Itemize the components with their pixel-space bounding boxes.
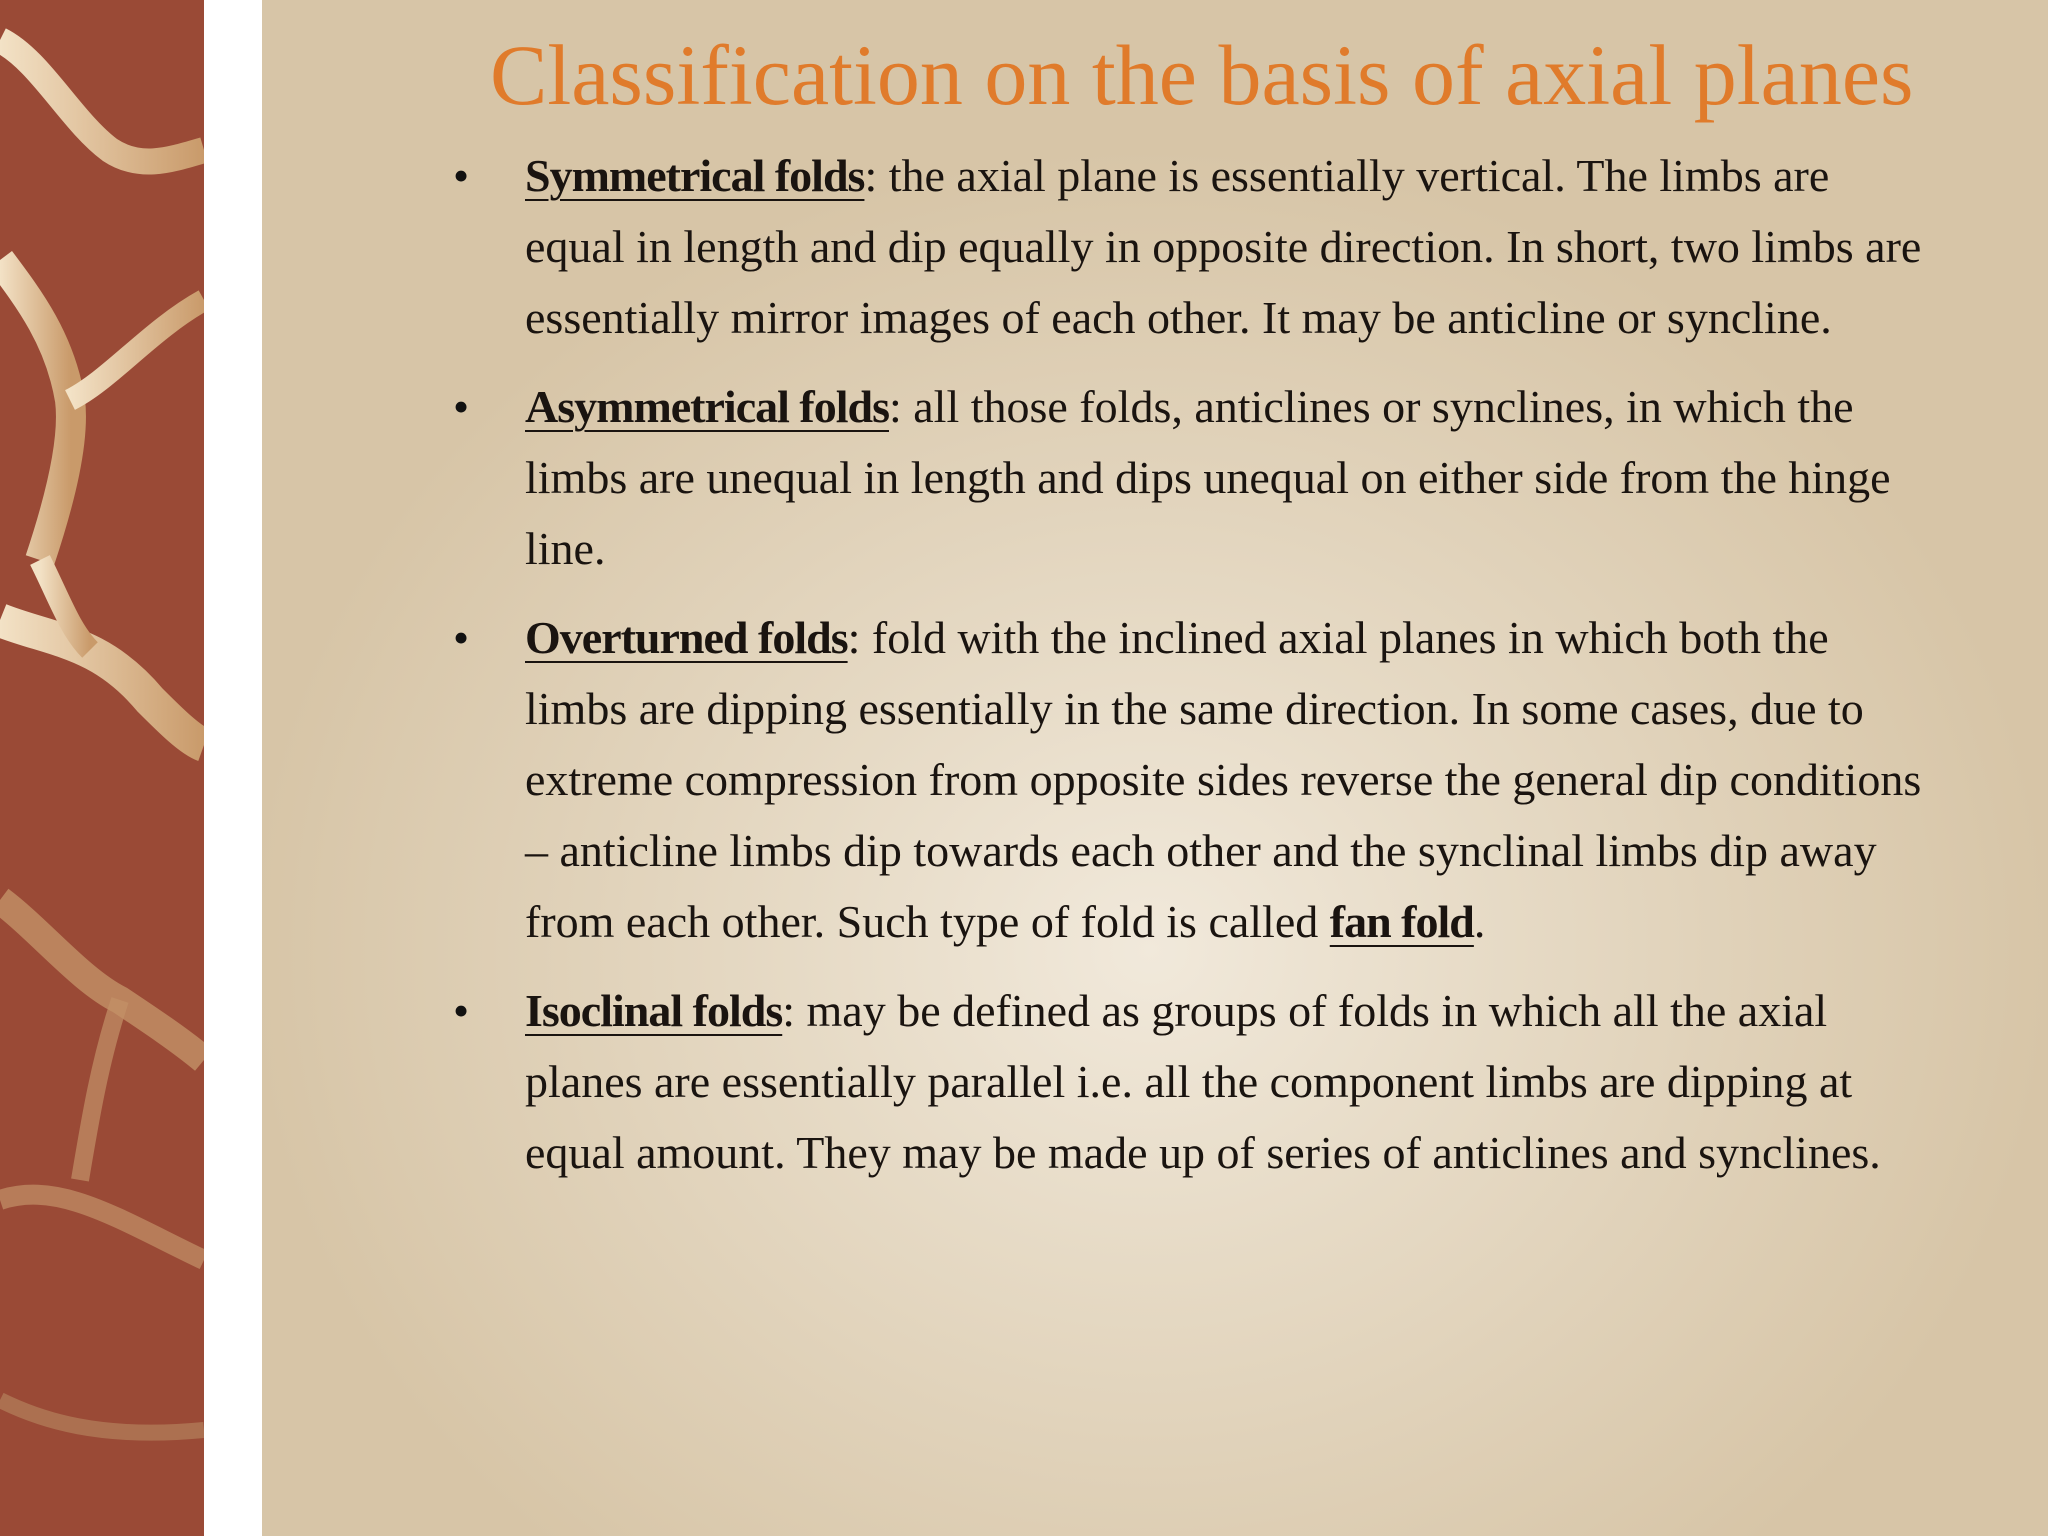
bullet-overturned-folds	[445, 602, 1935, 957]
definition-isoclinal-folds: : may be defined as groups of folds in which all the axial planes are essentially parallel i.e. all the component limbs are dipping at equal amount. They may be made up of series of anticlines and synclines.	[525, 985, 1881, 1178]
term-isoclinal-folds: Isoclinal folds	[525, 985, 783, 1036]
bullet-dot-icon: •	[453, 985, 470, 1036]
bullet-symmetrical-folds	[445, 140, 1935, 353]
bullet-dot-icon: •	[453, 612, 470, 663]
term-asymmetrical-folds: Asymmetrical folds	[525, 381, 889, 432]
term-overturned-folds: Overturned folds	[525, 612, 848, 663]
bullet-asymmetrical-folds	[445, 371, 1935, 584]
white-divider-bar	[204, 0, 262, 1536]
definition-overturned-folds-end: .	[1473, 896, 1486, 947]
definition-asymmetrical-folds: : all those folds, anticlines or synclines, in which the limbs are unequal in length and dips unequal on either side from the hinge line.	[525, 381, 1891, 574]
term-symmetrical-folds: Symmetrical folds	[525, 150, 865, 201]
bullet-dot-icon: •	[453, 381, 470, 432]
bullet-dot-icon: •	[453, 150, 470, 201]
bullet-isoclinal-folds	[445, 975, 1935, 1188]
bullet-list	[445, 140, 1935, 1206]
term-fan-fold: fan fold	[1329, 896, 1474, 947]
slide-title: Classification on the basis of axial planes	[490, 27, 1914, 123]
definition-symmetrical-folds: : the axial plane is essentially vertical. The limbs are equal in length and dip equally in opposite direction. In short, two limbs are essentially mirror images of each other. It may be anticline or syncline.	[525, 150, 1922, 343]
definition-overturned-folds: : fold with the inclined axial planes in which both the limbs are dipping essentially in the same direction. In some cases, due to extreme compression from opposite sides reverse the general dip conditions – anticline limbs dip towards each other and the synclinal limbs dip away from each other. Such type of fold is called	[525, 612, 1922, 947]
decorative-side-strip	[0, 0, 204, 1536]
decorative-pattern	[0, 0, 204, 1536]
